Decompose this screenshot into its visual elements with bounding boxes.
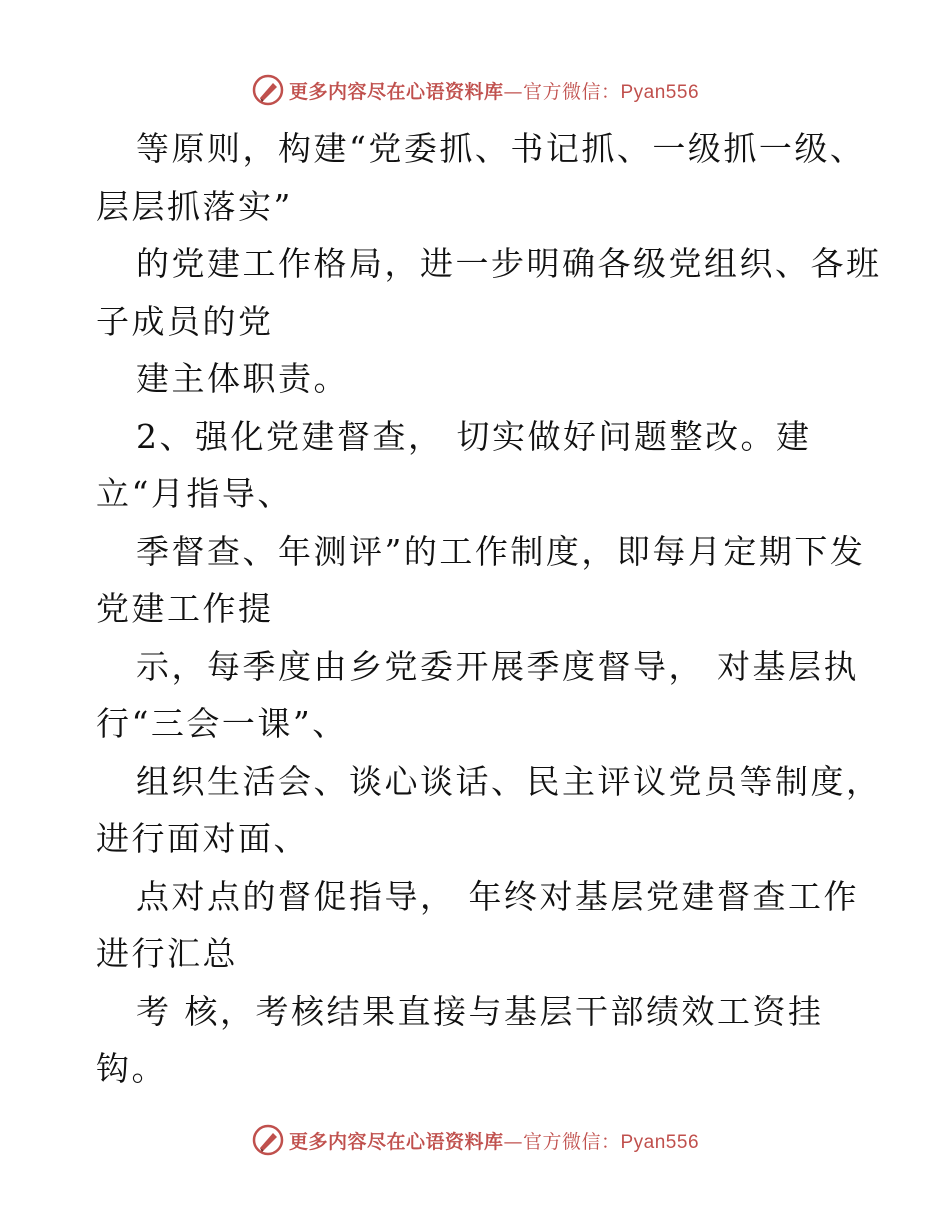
text-line: 的党建工作格局，进一步明确各级党组织、各班	[136, 244, 882, 283]
header-brand-text: 更多内容尽在心语资料库	[288, 80, 504, 103]
text-line: 建主体职责。	[136, 359, 349, 398]
text-line: 考 核，考核结果直接与基层干部绩效工资挂	[136, 991, 824, 1031]
footer-banner	[0, 1120, 950, 1160]
footer-brand-text: 更多内容尽在心语资料库	[288, 1130, 504, 1153]
text-line: 等原则，构建“党委抓、书记抓、一级抓一级、	[136, 129, 866, 168]
footer-banner-text	[289, 1127, 699, 1154]
header-banner-text	[289, 77, 699, 104]
pen-logo-icon	[251, 1123, 285, 1157]
text-line: 进行汇总	[96, 934, 238, 973]
text-line: 行“三会一课”、	[96, 704, 348, 743]
document-body	[96, 120, 882, 1098]
text-line: 季督查、年测评”的工作制度，即每月定期下发	[136, 531, 866, 571]
text-line: 示，每季度由乡党委开展季度督导， 对基层执	[136, 646, 859, 686]
text-line: 进行面对面、	[96, 819, 309, 858]
header-separator: —	[503, 80, 523, 103]
header-banner	[0, 70, 950, 110]
header-wechat-id: Pyan556	[620, 81, 700, 103]
pen-logo-icon	[251, 73, 285, 107]
text-line: 立“月指导、	[96, 474, 293, 513]
footer-official-text: 官方微信：	[522, 1130, 621, 1153]
header-official-text: 官方微信：	[522, 80, 621, 103]
text-line: 组织生活会、谈心谈话、民主评议党员等制度，	[136, 761, 882, 801]
text-line: 2、强化党建督查， 切实做好问题整改。建	[136, 416, 812, 456]
text-line: 党建工作提	[96, 589, 274, 628]
text-line: 子成员的党	[96, 301, 274, 341]
text-line: 点对点的督促指导， 年终对基层党建督查工作	[136, 876, 859, 916]
footer-separator: —	[503, 1130, 523, 1153]
footer-wechat-id: Pyan556	[620, 1131, 700, 1153]
text-line: 钩。	[96, 1049, 167, 1088]
text-line: 层层抓落实”	[96, 186, 293, 226]
